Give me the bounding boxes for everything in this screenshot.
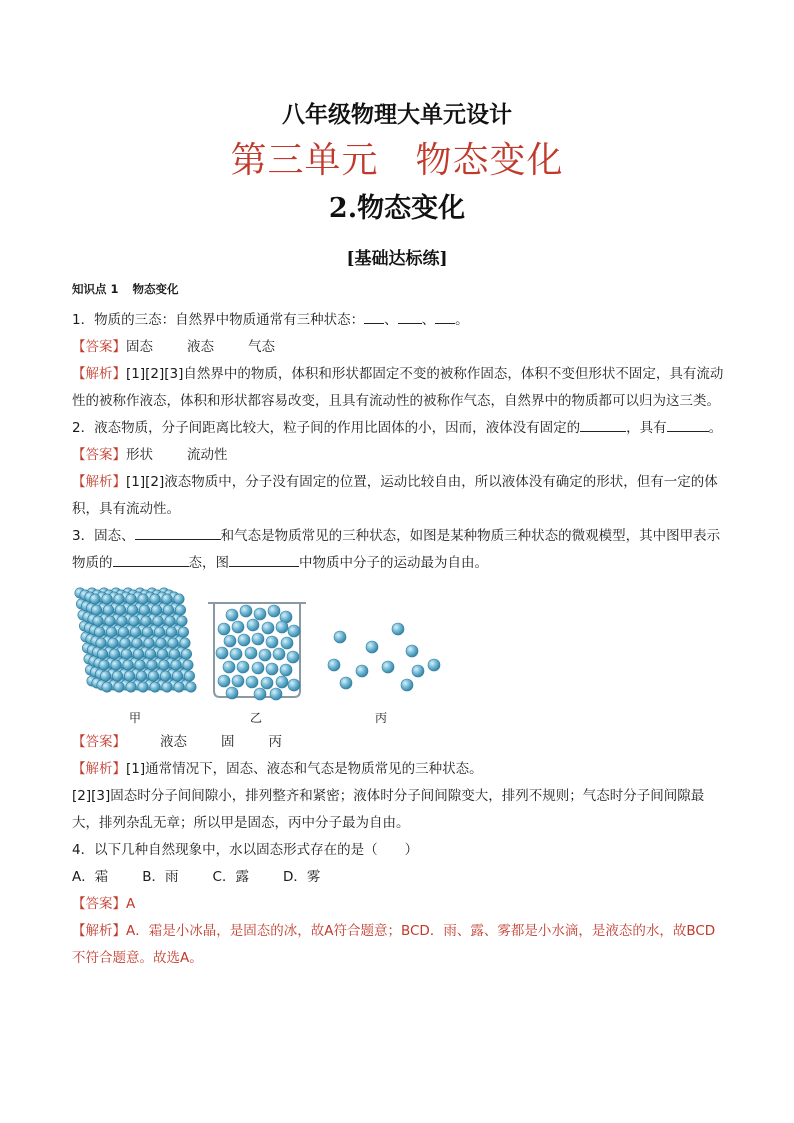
knowledge-point-name: 物态变化 bbox=[132, 282, 179, 296]
q3-stem: 态，图 bbox=[188, 555, 229, 571]
molecule bbox=[252, 662, 264, 674]
molecule bbox=[162, 682, 172, 692]
molecule bbox=[147, 660, 157, 670]
molecule bbox=[115, 605, 125, 615]
molecule bbox=[111, 660, 121, 670]
molecule bbox=[268, 605, 280, 617]
molecule bbox=[273, 648, 285, 660]
molecule bbox=[392, 623, 404, 635]
q3-answer bbox=[72, 729, 724, 756]
analysis-text: [1]通常情况下，固态、液态和气态是物质常见的三种状态。 bbox=[126, 761, 483, 777]
figure-label-bing: 丙 bbox=[375, 711, 388, 725]
q3-analysis-cont: [2][3]固态时分子间间隙小，排列整齐和紧密；液体时分子间间隙变大，排列不规则；气态时分子间间隙最大，排列杂乱无章；所以甲是固态，丙中分子最为自由。 bbox=[72, 788, 705, 831]
option: B．雨 bbox=[142, 869, 179, 885]
knowledge-point-label: 知识点 1 bbox=[72, 282, 119, 296]
molecule bbox=[126, 594, 136, 604]
molecule bbox=[266, 663, 278, 675]
molecule bbox=[130, 627, 140, 637]
molecule bbox=[123, 660, 133, 670]
answer-blank bbox=[113, 552, 189, 567]
analysis-tag: 【解析】 bbox=[72, 474, 126, 490]
molecule bbox=[356, 665, 368, 677]
molecule bbox=[230, 648, 242, 660]
molecule bbox=[129, 616, 139, 626]
molecule bbox=[166, 627, 176, 637]
molecule bbox=[276, 676, 288, 688]
molecule bbox=[91, 605, 101, 615]
molecule bbox=[174, 594, 184, 604]
molecule bbox=[181, 649, 191, 659]
molecule bbox=[102, 594, 112, 604]
molecule bbox=[159, 660, 169, 670]
molecule bbox=[288, 625, 300, 637]
molecule bbox=[162, 594, 172, 604]
q3-analysis bbox=[72, 756, 724, 783]
q4-analysis bbox=[72, 918, 724, 972]
molecule bbox=[108, 638, 118, 648]
molecule-diagram bbox=[72, 581, 724, 729]
molecule bbox=[406, 645, 418, 657]
q4-options bbox=[72, 864, 724, 891]
unit-title: 第三单元 物态变化 bbox=[230, 140, 564, 181]
molecule bbox=[254, 608, 266, 620]
analysis-tag: 【解析】 bbox=[72, 366, 126, 382]
molecule bbox=[165, 616, 175, 626]
molecule bbox=[288, 679, 300, 691]
analysis-text: [1][2]液态物质中，分子没有固定的位置，运动比较自由，所以液体没有确定的形状，但有一定的体积，具有流动性。 bbox=[72, 474, 718, 517]
molecule bbox=[259, 649, 271, 661]
molecule bbox=[281, 637, 293, 649]
molecule bbox=[124, 671, 134, 681]
answer-tag: 【答案】 bbox=[72, 734, 126, 750]
molecule bbox=[117, 616, 127, 626]
option: C．露 bbox=[212, 869, 249, 885]
molecule bbox=[90, 594, 100, 604]
molecule bbox=[252, 633, 264, 645]
molecule bbox=[150, 594, 160, 604]
q3-stem: 3．固态、 bbox=[72, 528, 135, 544]
course-title: 八年级物理大单元设计 bbox=[282, 101, 512, 128]
molecule bbox=[340, 677, 352, 689]
answer-value: 流动性 bbox=[187, 447, 228, 463]
question-1 bbox=[72, 307, 724, 334]
q3-stem: 表示物质的 bbox=[72, 528, 721, 571]
molecule bbox=[114, 594, 124, 604]
molecule bbox=[174, 682, 184, 692]
question-3 bbox=[72, 523, 724, 577]
answer-blank bbox=[135, 525, 221, 540]
molecule bbox=[102, 682, 112, 692]
molecule bbox=[93, 616, 103, 626]
separator: 、 bbox=[421, 312, 436, 328]
molecule bbox=[287, 651, 299, 663]
molecule bbox=[180, 638, 190, 648]
answer-value: 丙 bbox=[268, 734, 282, 750]
molecule bbox=[184, 671, 194, 681]
molecule bbox=[223, 661, 235, 673]
molecule bbox=[334, 631, 346, 643]
molecule bbox=[254, 688, 266, 700]
molecule bbox=[114, 682, 124, 692]
q4-answer bbox=[72, 891, 724, 918]
molecule bbox=[382, 661, 394, 673]
molecule bbox=[238, 634, 250, 646]
molecule bbox=[118, 627, 128, 637]
molecule bbox=[218, 623, 230, 635]
molecule bbox=[261, 677, 273, 689]
molecule bbox=[178, 627, 188, 637]
molecule bbox=[186, 682, 196, 692]
molecule bbox=[232, 621, 244, 633]
answer-value: 液态 bbox=[160, 734, 187, 750]
molecule bbox=[120, 638, 130, 648]
molecule bbox=[151, 605, 161, 615]
molecule bbox=[163, 605, 173, 615]
molecule bbox=[136, 671, 146, 681]
figure-label-yi: 乙 bbox=[250, 711, 263, 725]
question-2 bbox=[72, 415, 724, 442]
section-title: [基础达标练] bbox=[346, 249, 448, 269]
molecule bbox=[99, 660, 109, 670]
molecule bbox=[138, 682, 148, 692]
answer-blank bbox=[398, 309, 422, 324]
molecule bbox=[366, 641, 378, 653]
analysis-tag: 【解析】 bbox=[72, 923, 126, 939]
molecule bbox=[97, 649, 107, 659]
analysis-tag: 【解析】 bbox=[72, 761, 126, 777]
molecule bbox=[172, 671, 182, 681]
q1-answer bbox=[72, 334, 724, 361]
option: A．霜 bbox=[72, 869, 109, 885]
molecule bbox=[218, 675, 230, 687]
molecule bbox=[232, 675, 244, 687]
molecule bbox=[138, 594, 148, 604]
liquid-model bbox=[216, 605, 300, 700]
molecule bbox=[175, 605, 185, 615]
molecule bbox=[94, 627, 104, 637]
molecule bbox=[169, 649, 179, 659]
analysis-text: A．霜是小冰晶，是固态的冰，故A符合题意；BCD．雨、露、雾都是小水滴，是液态的水，故BCD不符合题意。故选A。 bbox=[72, 923, 716, 966]
molecule bbox=[148, 671, 158, 681]
molecule bbox=[240, 605, 252, 617]
answer-blank bbox=[580, 417, 626, 432]
molecule bbox=[226, 609, 238, 621]
molecule bbox=[224, 635, 236, 647]
gas-model bbox=[328, 623, 440, 691]
figure-label-jia: 甲 bbox=[129, 711, 142, 725]
answer-value: A bbox=[126, 896, 136, 912]
molecule bbox=[160, 671, 170, 681]
molecule bbox=[226, 687, 238, 699]
molecule bbox=[153, 616, 163, 626]
molecule bbox=[135, 660, 145, 670]
molecule bbox=[276, 621, 288, 633]
q1-stem: 1．物质的三态：自然界中物质通常有三种状态： bbox=[72, 312, 365, 328]
molecule bbox=[154, 627, 164, 637]
molecule bbox=[103, 605, 113, 615]
q2-analysis bbox=[72, 469, 724, 523]
q2-answer bbox=[72, 442, 724, 469]
molecule bbox=[266, 636, 278, 648]
molecule bbox=[121, 649, 131, 659]
molecule bbox=[109, 649, 119, 659]
molecule bbox=[216, 647, 228, 659]
molecule bbox=[112, 671, 122, 681]
answer-value: 固 bbox=[221, 734, 235, 750]
answer-value: 固态 bbox=[126, 339, 153, 355]
molecule-figures bbox=[72, 581, 724, 729]
q2-stem: ，具有 bbox=[626, 420, 667, 436]
molecule bbox=[96, 638, 106, 648]
molecule bbox=[401, 679, 413, 691]
question-4: 4．以下几种自然现象中，水以固态形式存在的是（ ） bbox=[72, 842, 419, 858]
molecule bbox=[157, 649, 167, 659]
option: D．雾 bbox=[282, 869, 321, 885]
lesson-title: 2.物态变化 bbox=[328, 193, 466, 224]
analysis-text: [1][2][3]自然界中的物质，体积和形状都固定不变的被称作固态，体积不变但形状不固定，具有流动性的被称作液态，体积和形状都容易改变，且具有流动性的被称作气态，自然界中的物质都可以归为这三类。 bbox=[72, 366, 724, 409]
molecule bbox=[171, 660, 181, 670]
molecule bbox=[280, 664, 292, 676]
answer-tag: 【答案】 bbox=[72, 339, 126, 355]
molecule bbox=[144, 638, 154, 648]
molecule bbox=[145, 649, 155, 659]
q1-analysis bbox=[72, 361, 724, 415]
molecule bbox=[106, 627, 116, 637]
q3-stem: 和气态是物质常见的三种状态，如图是某种物质三种状态的微观模型，其中图甲 bbox=[220, 528, 694, 544]
molecule bbox=[142, 627, 152, 637]
answer-blank bbox=[667, 417, 709, 432]
q2-stem: 2．液态物质，分子间距离比较大，粒子间的作用比固体的小，因而，液体没有固定的 bbox=[72, 420, 581, 436]
solid-model bbox=[75, 588, 196, 692]
answer-tag: 【答案】 bbox=[72, 896, 126, 912]
molecule bbox=[245, 647, 257, 659]
molecule bbox=[100, 671, 110, 681]
answer-value: 气态 bbox=[248, 339, 275, 355]
period: 。 bbox=[455, 312, 469, 328]
knowledge-point bbox=[72, 281, 724, 297]
molecule bbox=[328, 659, 340, 671]
answer-blank bbox=[364, 309, 384, 324]
molecule bbox=[105, 616, 115, 626]
molecule bbox=[247, 619, 259, 631]
molecule bbox=[141, 616, 151, 626]
molecule bbox=[150, 682, 160, 692]
content bbox=[72, 281, 724, 972]
molecule bbox=[237, 661, 249, 673]
separator: 、 bbox=[384, 312, 398, 328]
q2-stem: 。 bbox=[708, 420, 723, 436]
molecule bbox=[177, 616, 187, 626]
molecule bbox=[126, 682, 136, 692]
molecule bbox=[132, 638, 142, 648]
molecule bbox=[270, 688, 282, 700]
molecule bbox=[133, 649, 143, 659]
answer-blank bbox=[435, 309, 455, 324]
answer-blank bbox=[229, 552, 299, 567]
q3-stem: 中物质中分子的运动最为自由。 bbox=[299, 555, 488, 571]
answer-value: 液态 bbox=[187, 339, 214, 355]
molecule bbox=[156, 638, 166, 648]
molecule bbox=[246, 676, 258, 688]
molecule bbox=[127, 605, 137, 615]
molecule bbox=[428, 659, 440, 671]
molecule bbox=[183, 660, 193, 670]
molecule bbox=[168, 638, 178, 648]
answer-tag: 【答案】 bbox=[72, 447, 126, 463]
molecule bbox=[262, 622, 274, 634]
molecule bbox=[139, 605, 149, 615]
molecule bbox=[412, 665, 424, 677]
answer-value: 形状 bbox=[126, 447, 153, 463]
